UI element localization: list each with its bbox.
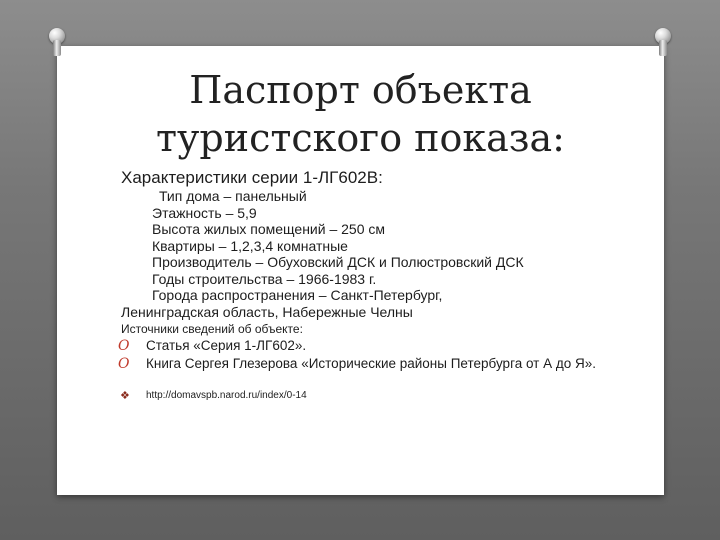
title-line-2: туристского показа: [156, 116, 565, 160]
source-url-link[interactable]: http://domavspb.narod.ru/index/0-14 [146, 390, 307, 401]
bullet-icon: O [118, 338, 130, 354]
bullet-icon: O [118, 356, 130, 372]
characteristics-list [121, 188, 641, 320]
spec-line: Города распространения – Санкт-Петербург, [152, 287, 443, 303]
spec-line: Высота жилых помещений – 250 см [152, 221, 386, 237]
spec-line: Производитель – Обуховский ДСК и Полюстровский ДСК [152, 254, 524, 270]
spec-line: Годы строительства – 1966-1983 г. [152, 270, 377, 287]
source-text: Книга Сергея Глезерова «Исторические районы Петербурга от А до Я». [146, 356, 596, 371]
sources-list [110, 338, 610, 406]
page-title [57, 66, 664, 162]
source-item [110, 338, 610, 354]
spec-line: Этажность – 5,9 [152, 204, 257, 221]
source-text: Статья «Серия 1-ЛГ602». [146, 338, 307, 353]
diamond-bullet-icon: ❖ [120, 389, 130, 402]
spec-line: Квартиры – 1,2,3,4 комнатные [152, 237, 348, 254]
source-item [110, 356, 610, 372]
source-item [110, 388, 610, 404]
pushpin-icon [652, 28, 674, 56]
characteristics-heading: Характеристики серии 1-ЛГ602В: [121, 168, 383, 187]
title-line-1: Паспорт объекта [189, 68, 532, 112]
sources-label: Источники сведений об объекте: [121, 322, 303, 336]
pushpin-icon [46, 28, 68, 56]
spec-line: Ленинградская область, Набережные Челны [121, 303, 413, 320]
spec-line: Тип дома – панельный [159, 188, 307, 204]
